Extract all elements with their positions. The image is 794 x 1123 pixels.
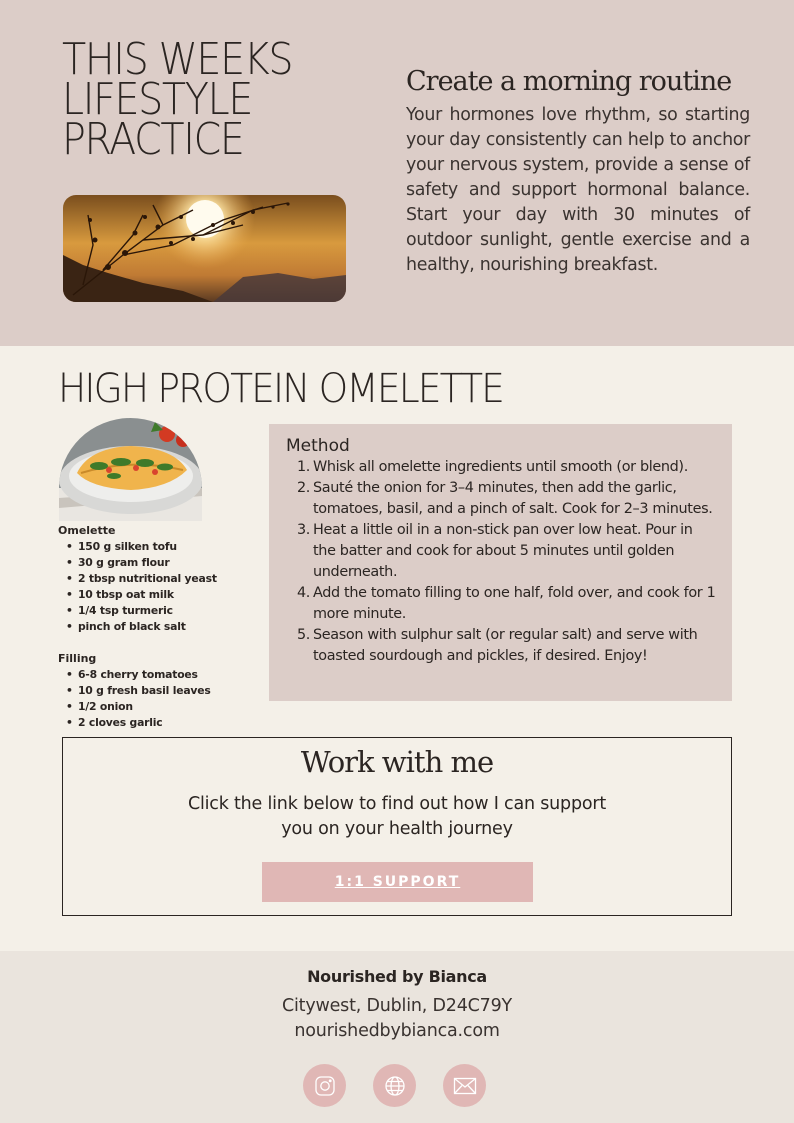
method-step <box>286 583 716 625</box>
step-text: Whisk all omelette ingredients until smooth (or blend). <box>313 459 688 475</box>
omelette-heading: Omelette <box>58 524 116 537</box>
address: Citywest, Dublin, D24C79Y <box>281 996 513 1016</box>
step-text: Heat a little oil in a non-stick pan over low heat. Pour in the batter and cook for about 5 minutes until golden underneath. <box>313 522 693 580</box>
ingredient-item: • 10 g fresh basil leaves <box>66 683 258 699</box>
method-step <box>286 625 716 667</box>
work-with-me-box <box>62 737 732 916</box>
mail-icon[interactable] <box>443 1064 486 1107</box>
step-text: Add the tomato filling to one half, fold over, and cook for 1 more minute. <box>313 585 716 622</box>
footer <box>0 951 794 1123</box>
work-title: Work with me <box>300 745 494 779</box>
step-text: Sauté the onion for 3–4 minutes, then add the garlic, tomatoes, basil, and a pinch of salt. Cook for 2–3 minutes. <box>313 480 713 517</box>
routine-text: Your hormones love rhythm, so starting your day consistently can help to anchor your nervous system, provide a sense of safety and support hormonal balance. Start your day with 30 minutes of outdoor sunlight, gentle exercise and a healthy, nourishing breakfast. <box>406 105 750 275</box>
ingredient-item: • 1/4 tsp turmeric <box>66 603 258 619</box>
lifestyle-title-line: PRACTICE <box>62 114 244 165</box>
ingredient-item: • 150 g silken tofu <box>66 539 258 555</box>
omelette-ingredients <box>58 539 258 635</box>
lifestyle-title <box>62 34 332 165</box>
ingredient-item: • 6-8 cherry tomatoes <box>66 667 258 683</box>
lifestyle-title-line: THIS WEEKS <box>62 34 293 85</box>
ingredient-item: • 2 tbsp nutritional yeast <box>66 571 258 587</box>
routine-heading: Create a morning routine <box>406 66 732 97</box>
lifestyle-title-line: LIFESTYLE <box>62 74 252 125</box>
lifestyle-section <box>0 0 794 346</box>
social-icons <box>303 1064 487 1107</box>
step-number: 5. <box>297 627 311 643</box>
work-text: Click the link below to find out how I can support you on your health journey <box>187 794 607 839</box>
step-number: 4. <box>297 585 311 601</box>
method-heading: Method <box>286 436 350 456</box>
ingredient-item: • 2 cloves garlic <box>66 715 258 731</box>
step-number: 3. <box>297 522 311 538</box>
method-step <box>286 457 716 478</box>
filling-ingredients <box>58 667 258 731</box>
step-number: 2. <box>297 480 311 496</box>
recipe-title: HIGH PROTEIN OMELETTE <box>58 366 504 412</box>
sunset-photo <box>63 195 346 302</box>
method-steps <box>286 457 716 667</box>
support-button[interactable]: 1:1 SUPPORT <box>262 862 533 902</box>
method-step <box>286 520 716 583</box>
step-number: 1. <box>297 459 311 475</box>
ingredient-item: • pinch of black salt <box>66 619 258 635</box>
globe-icon[interactable] <box>373 1064 416 1107</box>
method-step <box>286 478 716 520</box>
ingredient-item: • 10 tbsp oat milk <box>66 587 258 603</box>
instagram-icon[interactable] <box>303 1064 346 1107</box>
method-box <box>269 424 732 701</box>
website-link[interactable]: nourishedbybianca.com <box>294 1021 500 1041</box>
filling-heading: Filling <box>58 652 97 665</box>
ingredient-item: • 30 g gram flour <box>66 555 258 571</box>
step-text: Season with sulphur salt (or regular salt) and serve with toasted sourdough and pickles, if desired. Enjoy! <box>313 627 698 664</box>
business-name: Nourished by Bianca <box>307 967 487 986</box>
omelette-photo <box>59 418 202 521</box>
ingredients-list <box>58 523 258 731</box>
ingredient-item: • 1/2 onion <box>66 699 258 715</box>
